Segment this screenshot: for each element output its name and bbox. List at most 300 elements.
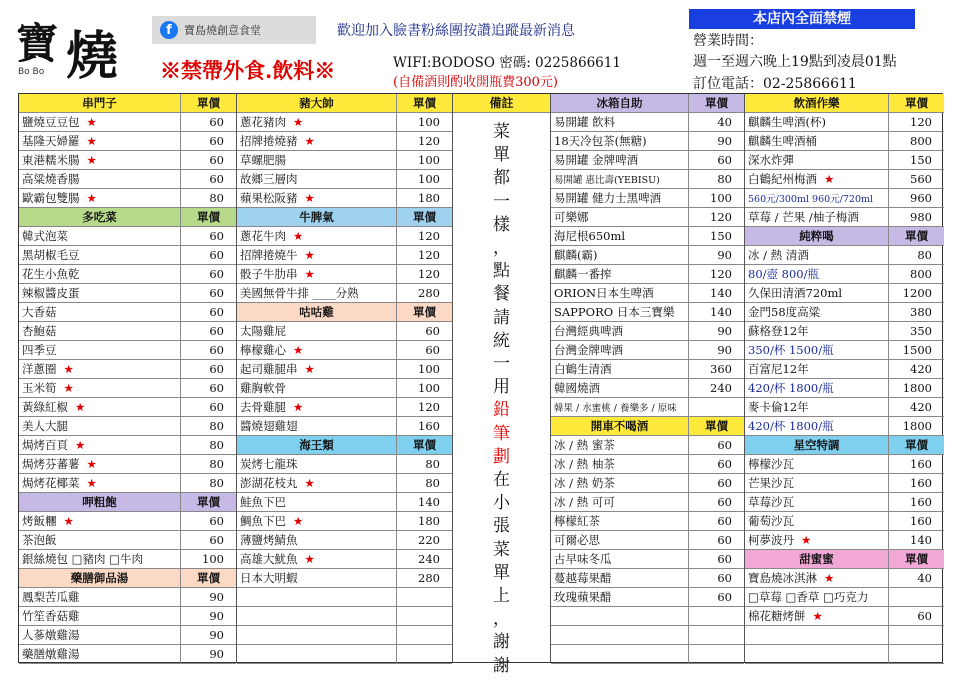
menu-item-price: 120 [396,246,452,264]
menu-item[interactable] [745,493,944,512]
menu-item-name: 棉花糖烤餅 [748,609,806,623]
notes-char: 張 [493,516,510,537]
menu-item-price: 60 [688,512,744,530]
menu-item[interactable] [551,189,744,208]
svg-text:燒: 燒 [66,26,119,87]
menu-item-name: 鹽燒豆豆包 [22,115,80,129]
recommended-star-icon: ★ [63,514,74,528]
menu-item[interactable] [745,151,944,170]
menu-item[interactable] [551,398,744,417]
menu-item-price: 90 [688,246,744,264]
menu-item-name: 麒麟生啤酒桶 [748,134,817,148]
menu-item-name: 基隆天婦羅 [22,134,80,148]
recommended-star-icon: ★ [812,609,823,623]
menu-item-price: 120 [396,132,452,150]
section-title: 多吃菜 [82,210,117,224]
menu-item[interactable] [745,246,944,265]
menu-item-name: 焗烤百頁 [22,438,68,452]
recommended-star-icon: ★ [75,400,86,414]
menu-item-name: 80/壺 800/瓶 [748,267,819,281]
menu-item[interactable] [237,284,452,303]
menu-item-price: 60 [688,569,744,587]
menu-item[interactable] [551,227,744,246]
menu-item[interactable] [19,303,236,322]
menu-item[interactable] [19,626,236,645]
price-header: 單價 [688,417,744,435]
menu-item-price: 60 [688,436,744,454]
menu-item-name: 可樂娜 [554,210,589,224]
menu-item[interactable] [745,398,944,417]
menu-item[interactable] [237,113,452,132]
menu-item[interactable] [745,379,944,398]
menu-item-price: 420 [888,398,944,416]
notes-char: 謝 [493,632,510,653]
notes-char: 上 [493,586,510,607]
menu-item[interactable] [745,303,944,322]
menu-item[interactable] [19,113,236,132]
section-title: 純粹喝 [799,229,834,243]
menu-item-name: 韓式泡菜 [22,229,68,243]
menu-item[interactable] [19,151,236,170]
menu-item[interactable] [237,550,452,569]
menu-item-name: 藥膳燉雞湯 [22,647,80,661]
notes-char: 一 [493,354,510,375]
menu-item-price: 80 [688,170,744,188]
menu-item-price: 1800 [888,379,944,397]
menu-item-price: 120 [396,265,452,283]
recommended-star-icon: ★ [293,229,304,243]
menu-item[interactable] [237,265,452,284]
menu-item-price: 360 [688,360,744,378]
notes-char: 用 [493,377,510,398]
menu-item[interactable] [19,379,236,398]
menu-item[interactable] [19,512,236,531]
notes-char: 單 [493,145,510,166]
menu-item-name: 黃綠紅椒 [22,400,68,414]
menu-item-name: 銀絲燒包 □豬肉 □牛肉 [22,552,144,566]
menu-item-name: 薄鹽烤鯖魚 [240,533,298,547]
menu-item[interactable] [19,474,236,493]
menu-item[interactable] [551,588,744,607]
menu-item[interactable] [19,455,236,474]
menu-item[interactable] [551,246,744,265]
menu-item[interactable] [551,569,744,588]
menu-item-price: 60 [180,398,236,416]
menu-item-price: 80 [180,189,236,207]
menu-item-name: 美人大腿 [22,419,68,433]
menu-item-price [688,398,744,416]
menu-item-price: 380 [888,303,944,321]
menu-item-name: 蘋果松阪豬 [240,191,298,205]
menu-item-name: 焗烤芬蕃薯 [22,457,80,471]
menu-item-name: 竹笙香菇雞 [22,609,80,623]
recommended-star-icon: ★ [304,134,315,148]
menu-item[interactable] [237,360,452,379]
menu-item-name: 杏鮑菇 [22,324,57,338]
menu-item[interactable] [19,170,236,189]
menu-item-price: 80 [180,417,236,435]
menu-item[interactable] [19,607,236,626]
menu-item[interactable] [551,341,744,360]
menu-item[interactable] [551,360,744,379]
menu-item-name: 玫瑰蘋果醋 [554,590,612,604]
menu-item[interactable] [745,360,944,379]
menu-item[interactable] [551,208,744,227]
menu-item-price: 120 [688,265,744,283]
menu-item-name: 雞胸軟骨 [240,381,286,395]
menu-item[interactable] [19,227,236,246]
menu-item-price: 160 [888,474,944,492]
menu-item-name: 冰 / 熱 柚茶 [554,457,615,471]
section-header [745,94,944,113]
notes-char: 鉛 [493,400,510,421]
menu-item[interactable] [237,379,452,398]
no-smoking-banner: 本店內全面禁煙 [689,9,915,29]
menu-item-name: 葡萄沙瓦 [748,514,794,528]
menu-item-price: 60 [180,132,236,150]
notes-char: 請 [493,307,510,328]
price-header: 單價 [180,94,236,112]
price-header: 單價 [888,550,944,568]
headline: 歡迎加入臉書粉絲團按讚追蹤最新消息 [337,23,575,39]
recommended-star-icon: ★ [86,134,97,148]
menu-item[interactable] [19,398,236,417]
section-header [745,436,944,455]
section-header [19,569,236,588]
menu-item-price: 60 [180,512,236,530]
menu-item-price: 240 [396,550,452,568]
menu-item-name: 去骨雞腿 [240,400,286,414]
menu-item[interactable] [19,417,236,436]
empty-row [745,626,944,645]
menu-item-price: 80 [180,474,236,492]
empty-row [237,607,452,626]
section-title: 串門子 [82,96,117,110]
section-title: 冰箱自助 [596,96,643,110]
menu-item[interactable] [551,379,744,398]
menu-item-price: 180 [396,189,452,207]
menu-item-name: 420/杯 1800/瓶 [748,419,834,433]
menu-item[interactable] [237,417,452,436]
menu-item[interactable] [745,512,944,531]
menu-item-price: 60 [888,607,944,625]
section-header [237,303,452,322]
menu-item[interactable] [745,455,944,474]
menu-item-price: 80 [888,246,944,264]
menu-item-price: 160 [888,455,944,473]
menu-item-name: 東港糯米腸 [22,153,80,167]
notes-char: 小 [493,493,510,514]
menu-item[interactable] [745,607,944,626]
menu-item[interactable] [551,113,744,132]
menu-item[interactable] [237,322,452,341]
menu-item-name: 易開罐 飲料 [554,115,616,129]
menu-item-price: 90 [180,607,236,625]
menu-item-name: 麒麟生啤酒(杯) [748,115,826,129]
menu-item[interactable] [745,417,944,436]
menu-item[interactable] [745,265,944,284]
menu-item[interactable] [745,113,944,132]
menu-item-name: 台灣經典啤酒 [554,324,623,338]
recommended-star-icon: ★ [86,476,97,490]
menu-item-name: 350/杯 1500/瓶 [748,343,834,357]
price-header: 單價 [888,227,944,245]
menu-item[interactable] [237,151,452,170]
menu-item-price: 60 [180,322,236,340]
menu-item[interactable] [745,531,944,550]
menu-item[interactable] [551,265,744,284]
menu-column-1 [19,94,237,662]
menu-item-price: 60 [688,455,744,473]
menu-item-name: 易開罐 健力士黑啤酒 [554,191,662,205]
menu-item-name: 黑胡椒毛豆 [22,248,80,262]
menu-item[interactable] [551,284,744,303]
menu-item-price: 60 [688,550,744,568]
menu-item[interactable] [551,455,744,474]
menu-item[interactable] [551,436,744,455]
recommended-star-icon: ★ [801,533,812,547]
menu-item-price: 420 [888,360,944,378]
menu-item[interactable] [745,569,944,588]
menu-item[interactable] [237,170,452,189]
menu-item-price: 60 [180,531,236,549]
menu-item[interactable] [551,474,744,493]
menu-item-price: 80 [180,455,236,473]
menu-item[interactable] [19,588,236,607]
section-header [745,550,944,569]
menu-item-name: 久保田清酒720ml [748,286,843,300]
menu-item[interactable] [19,322,236,341]
menu-item-name: 招牌捲燒豬 [240,134,298,148]
menu-item-name: 金門58度高粱 [748,305,821,319]
recommended-star-icon: ★ [63,362,74,376]
menu-item-price: 60 [688,531,744,549]
menu-item-price: 1800 [888,417,944,435]
menu-table [18,93,943,676]
menu-item-name: 草莓 / 芒果 /柚子梅酒 [748,210,859,224]
menu-item-name: □草莓 □香草 □巧克力 [748,590,869,604]
section-title: 星空特調 [793,438,840,452]
menu-item-name: 高雄大魷魚 [240,552,298,566]
menu-item-name: 太陽雞屁 [240,324,286,338]
menu-item[interactable] [745,284,944,303]
menu-item-name: 麥卡倫12年 [748,400,809,414]
menu-item[interactable] [551,550,744,569]
menu-item-price: 80 [396,474,452,492]
menu-item[interactable] [237,189,452,208]
menu-item-name: 辣椒醬皮蛋 [22,286,80,300]
menu-item[interactable] [19,189,236,208]
menu-item[interactable] [237,132,452,151]
notes-title: 備註 [453,94,550,113]
menu-item[interactable] [551,132,744,151]
menu-item-price: 160 [888,493,944,511]
menu-item[interactable] [19,265,236,284]
price-header: 單價 [888,94,944,112]
menu-item[interactable] [745,341,944,360]
price-header: 單價 [180,493,236,511]
menu-item-price: 220 [396,531,452,549]
menu-item[interactable] [745,132,944,151]
section-title: 飲酒作樂 [793,96,840,110]
facebook-badge[interactable] [152,16,316,44]
menu-item[interactable] [551,151,744,170]
menu-item[interactable] [19,550,236,569]
menu-item-name: 古早味冬瓜 [554,552,612,566]
menu-item[interactable] [237,246,452,265]
notes-char: 一 [493,191,510,212]
menu-item[interactable] [237,398,452,417]
menu-item-price: 160 [396,417,452,435]
menu-item-price: 1200 [888,284,944,302]
menu-item[interactable] [745,208,944,227]
menu-item-name: 人蔘燉雞湯 [22,628,80,642]
menu-item-price: 100 [180,550,236,568]
svg-text:寶: 寶 [16,19,59,68]
menu-item-price: 100 [396,113,452,131]
menu-item[interactable] [19,132,236,151]
section-header [551,417,744,436]
menu-item[interactable] [237,341,452,360]
price-header: 單價 [396,436,452,454]
recommended-star-icon: ★ [293,115,304,129]
recommended-star-icon: ★ [293,343,304,357]
price-header: 單價 [180,569,236,587]
facebook-icon: f [160,21,178,39]
menu-item[interactable] [19,284,236,303]
menu-item-name: 海尼根650ml [554,229,626,243]
menu-item-price: 100 [396,170,452,188]
section-title: 呷粗飽 [82,495,117,509]
menu-item-name: 大香菇 [22,305,57,319]
notes-char: 點 [493,261,510,282]
notes-char: 餐 [493,284,510,305]
menu-item[interactable] [19,341,236,360]
menu-column-3 [551,94,745,662]
menu-item-price: 150 [888,151,944,169]
menu-item-name: 檸檬沙瓦 [748,457,794,471]
menu-item-price: 60 [396,322,452,340]
menu-item-price: 90 [180,645,236,663]
recommended-star-icon: ★ [86,115,97,129]
menu-item-name: 柯夢波丹 [748,533,794,547]
menu-item[interactable] [237,227,452,246]
section-title: 咕咕雞 [299,305,334,319]
menu-item-price: 120 [396,398,452,416]
menu-item[interactable] [237,512,452,531]
menu-item-price: 140 [688,303,744,321]
menu-item[interactable] [237,455,452,474]
menu-item[interactable] [745,189,944,208]
menu-item[interactable] [551,322,744,341]
recommended-star-icon: ★ [304,362,315,376]
menu-item[interactable] [551,531,744,550]
menu-item-name: 麒麟一番搾 [554,267,612,281]
menu-item-name: 花生小魚乾 [22,267,80,281]
section-title: 藥膳御品湯 [70,571,129,585]
menu-column-2 [237,94,453,662]
menu-item[interactable] [237,531,452,550]
wifi-info: WIFI:BODOSO 密碼: 0225866611 [393,55,621,71]
empty-row [237,588,452,607]
menu-item[interactable] [19,246,236,265]
notes-char: 單 [493,562,510,583]
menu-item[interactable] [237,569,452,588]
menu-item-price: 160 [888,512,944,530]
menu-item[interactable] [745,474,944,493]
recommended-star-icon: ★ [304,476,315,490]
menu-item-name: 草莓沙瓦 [748,495,794,509]
notes-char: 在 [493,470,510,491]
menu-item-price: 60 [180,265,236,283]
menu-item[interactable] [551,493,744,512]
notes-text [453,113,550,678]
menu-item[interactable] [745,170,944,189]
menu-item-name: 焗烤花椰菜 [22,476,80,490]
section-header [19,208,236,227]
recommended-star-icon: ★ [824,571,835,585]
menu-item-name: SAPPORO 日本三寶樂 [554,305,675,319]
menu-item[interactable] [19,645,236,664]
menu-item-price: 80 [396,455,452,473]
menu-item-name: 骰子牛肋串 [240,267,298,281]
menu-item[interactable] [19,531,236,550]
menu-item-name: 420/杯 1800/瓶 [748,381,834,395]
section-header [237,436,452,455]
menu-item-price [888,588,944,606]
menu-item-name: 冰 / 熱 蜜茶 [554,438,615,452]
menu-item-name: 冰 / 熱 可可 [554,495,615,509]
menu-item-name: 檸檬雞心 [240,343,286,357]
menu-item-price: 80 [180,436,236,454]
menu-item-price: 60 [180,379,236,397]
menu-item-name: 玉米筍 [22,381,57,395]
menu-item-price: 90 [688,341,744,359]
section-header [551,94,744,113]
price-header: 單價 [396,94,452,112]
recommended-star-icon: ★ [304,267,315,281]
menu-item-name: 台灣金牌啤酒 [554,343,623,357]
menu-item-price: 100 [396,379,452,397]
menu-item[interactable] [745,588,944,607]
menu-item[interactable] [19,436,236,455]
menu-item-price: 1500 [888,341,944,359]
menu-item-price: 180 [396,512,452,530]
menu-item-price: 40 [688,113,744,131]
hours-label: 營業時間： [693,33,763,49]
menu-item-name: 故鄉三層肉 [240,172,298,186]
menu-item-price: 60 [180,151,236,169]
menu-item[interactable] [551,170,744,189]
menu-item[interactable] [237,493,452,512]
menu-item[interactable] [551,512,744,531]
menu-item-price: 60 [396,341,452,359]
menu-item-price: 60 [180,303,236,321]
section-header [745,227,944,246]
menu-item-price: 800 [888,132,944,150]
menu-item[interactable] [19,360,236,379]
menu-item-price: 60 [180,227,236,245]
menu-item-name: 白鶴紀州梅酒 [748,172,817,186]
menu-item[interactable] [551,303,744,322]
recommended-star-icon: ★ [86,457,97,471]
menu-item[interactable] [745,322,944,341]
menu-item-price: 90 [180,588,236,606]
facebook-page-name: 寶島燒創意食堂 [184,24,261,37]
notes-char: 統 [493,330,510,351]
empty-row [237,626,452,645]
menu-item[interactable] [237,474,452,493]
